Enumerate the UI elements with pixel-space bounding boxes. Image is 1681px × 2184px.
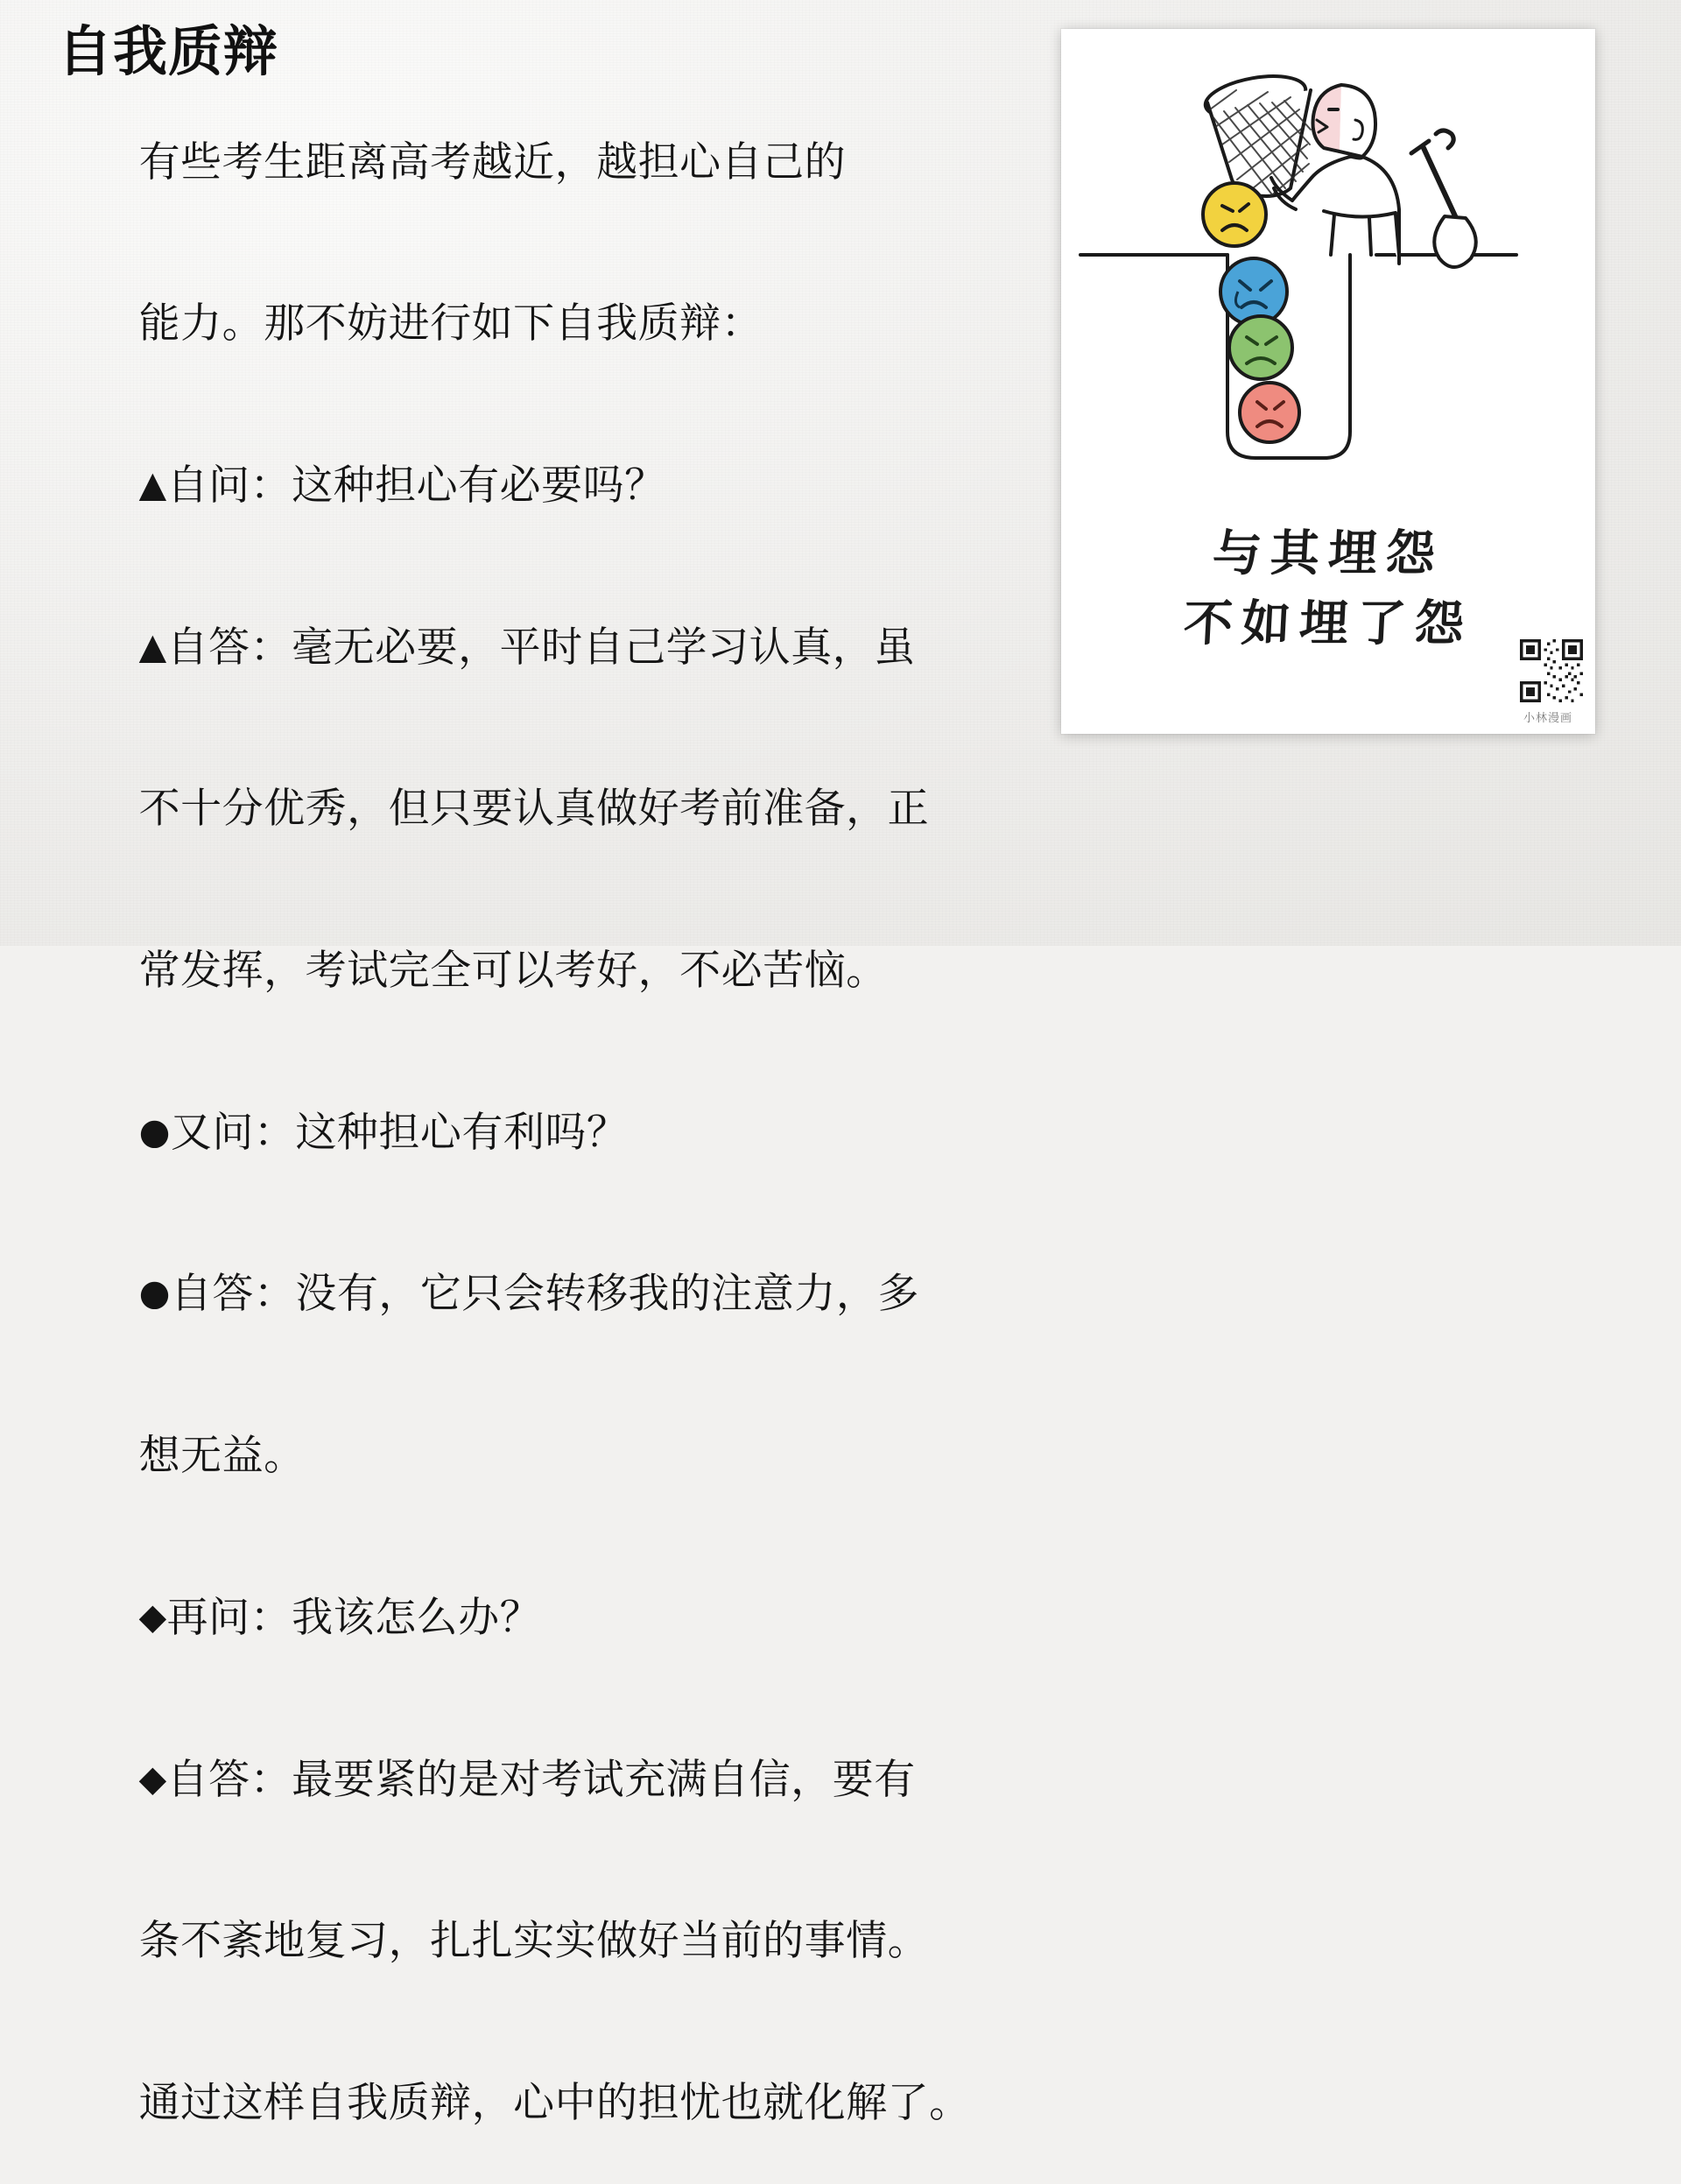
body-line [58, 567, 1030, 729]
body-line-text: 自答：毫无必要，平时自己学习认真，虽 [166, 623, 916, 672]
body-line-text: 能力。那不妨进行如下自我质辩： [138, 299, 763, 349]
body-line-text: 常发挥，考试完全可以考好，不必苦恼。 [138, 947, 888, 996]
body-line-text: 不十分优秀，但只要认真做好考前准备，正 [138, 785, 930, 834]
body-line [58, 1052, 1030, 1214]
body-line [58, 2022, 1030, 2184]
triangle-marker-icon: ▲ [138, 624, 167, 667]
caption-line-2: 不如埋了怨 [1182, 595, 1474, 652]
body-line [58, 891, 1030, 1053]
qr-caption-label: 小林漫画 [1523, 712, 1572, 725]
body-line-text: 再问：我该怎么办？ [166, 1593, 542, 1642]
shovel [1411, 130, 1476, 267]
body-line [58, 405, 1030, 567]
body-line-text: 自答：没有，它只会转移我的注意力，多 [170, 1270, 919, 1319]
body-line [58, 243, 1030, 405]
body-line-text: 条不紊地复习，扎扎实实做好当前的事情。 [138, 1917, 930, 1966]
circle-marker-icon: ● [138, 1110, 171, 1152]
worried-face-green [1229, 316, 1292, 379]
body-line [58, 1537, 1030, 1699]
body-line [58, 1376, 1030, 1538]
body-line [58, 1861, 1030, 2023]
trash-bin [1202, 69, 1311, 197]
frowning-face-red [1240, 383, 1299, 442]
page-title: 自我质辩 [58, 19, 279, 83]
caption-line-1: 与其埋怨 [1211, 525, 1445, 582]
body-line-text: 自答：最要紧的是对考试充满自信，要有 [166, 1755, 916, 1804]
crying-face-blue [1220, 258, 1287, 325]
body-line-text: 有些考生距离高考越近，越担心自己的 [138, 137, 847, 187]
circle-marker-icon: ● [138, 1272, 171, 1314]
diamond-marker-icon: ◆ [138, 1757, 167, 1800]
body-line [58, 729, 1030, 891]
diamond-marker-icon: ◆ [138, 1595, 167, 1638]
body-line-text: 又问：这种担心有利吗？ [170, 1108, 629, 1157]
sad-face-yellow [1203, 183, 1266, 246]
face-group [1203, 183, 1299, 442]
triangle-marker-icon: ▲ [138, 463, 167, 506]
body-line [58, 81, 1030, 243]
body-line-text: 想无益。 [138, 1432, 306, 1481]
text-column [58, 19, 1030, 2127]
cartoon-card [1061, 29, 1595, 734]
qr-code-icon [1520, 639, 1583, 702]
cartoon-illustration [1061, 29, 1595, 734]
body-line [58, 1699, 1030, 1861]
body-line [58, 1214, 1030, 1376]
body-line-text: 通过这样自我质辩，心中的担忧也就化解了。 [138, 2078, 971, 2127]
body-line-text: 自问：这种担心有必要吗？ [166, 461, 666, 511]
